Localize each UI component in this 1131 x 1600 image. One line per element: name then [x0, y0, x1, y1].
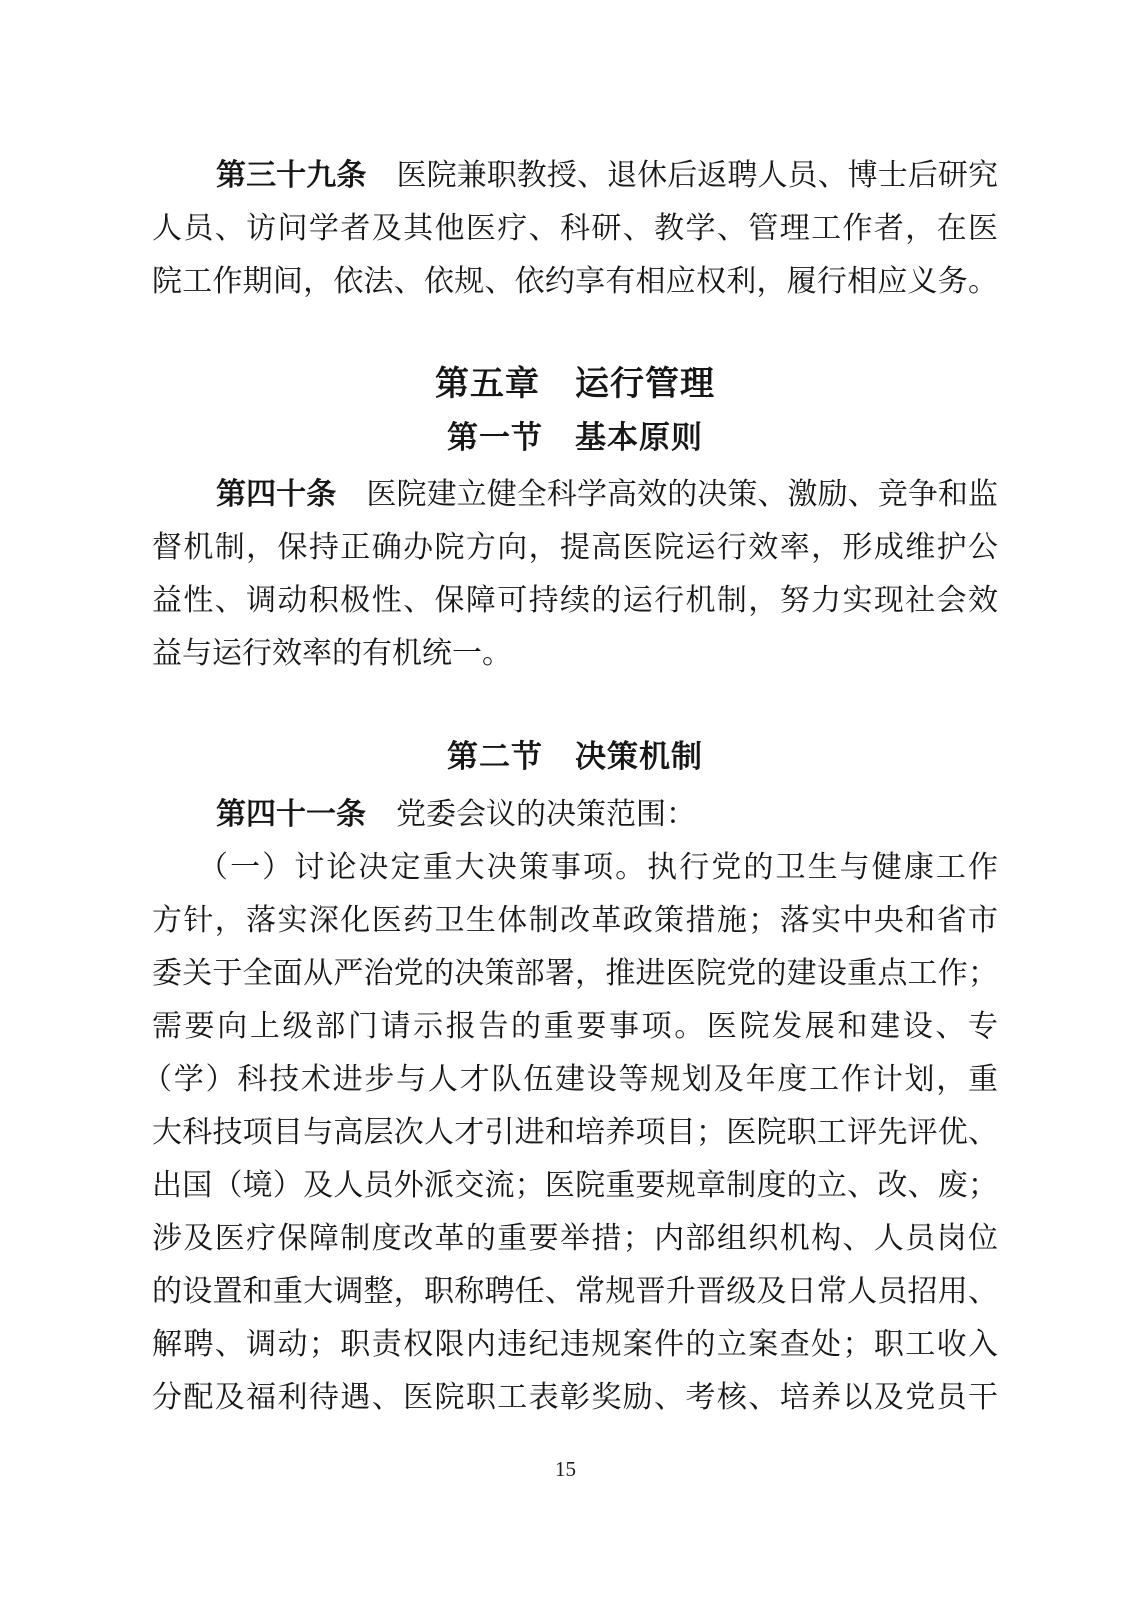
text-line	[152, 521, 998, 574]
section-heading: 第一节 基本原则	[447, 420, 703, 455]
text-segment: 医院兼职教授、退休后返聘人员、博士后研究	[366, 159, 998, 192]
paragraph	[152, 468, 998, 680]
text-segment: 的设置和重大调整，职称聘任、常规晋升晋级及日常人员招用、	[152, 1275, 998, 1308]
article-number-label: 第四十一条	[216, 798, 366, 831]
text-line	[152, 1106, 998, 1159]
text-line	[152, 1000, 998, 1053]
text-line	[152, 1371, 998, 1424]
article-number-label: 第三十九条	[216, 159, 367, 192]
text-segment: 方针，落实深化医药卫生体制改革政策措施；落实中央和省市	[152, 904, 998, 937]
text-line	[152, 1265, 998, 1318]
text-line	[152, 149, 998, 202]
text-line	[152, 574, 998, 627]
text-segment: 需要向上级部门请示报告的重要事项。医院发展和建设、专	[152, 1010, 998, 1043]
text-segment: 党委会议的决策范围：	[366, 798, 696, 831]
paragraph	[142, 841, 998, 1424]
text-segment: 分配及福利待遇、医院职工表彰奖励、考核、培养以及党员干	[152, 1381, 998, 1414]
page-number: 15	[555, 1457, 576, 1481]
text-segment: 解聘、调动；职责权限内违纪违规案件的立案查处；职工收入	[152, 1328, 998, 1361]
text-segment: 涉及医疗保障制度改革的重要举措；内部组织机构、人员岗位	[152, 1222, 998, 1255]
text-segment: 益性、调动积极性、保障可持续的运行机制，努力实现社会效	[152, 584, 998, 617]
paragraph	[152, 788, 998, 841]
text-line	[152, 841, 998, 894]
text-segment: 人员、访问学者及其他医疗、科研、教学、管理工作者，在医	[152, 212, 998, 245]
text-segment: （一）讨论决定重大决策事项。执行党的卫生与健康工作	[198, 851, 998, 884]
text-segment: （学）科技术进步与人才队伍建设等规划及年度工作计划，重	[142, 1063, 998, 1096]
text-line	[152, 947, 998, 1000]
text-segment: 出国（境）及人员外派交流；医院重要规章制度的立、改、废；	[152, 1169, 998, 1202]
text-line	[152, 894, 998, 947]
text-segment: 医院建立健全科学高效的决策、激励、竞争和监	[336, 478, 998, 511]
text-line	[152, 1159, 998, 1212]
text-line	[152, 202, 998, 255]
text-line	[152, 1318, 998, 1371]
text-line	[152, 468, 998, 521]
text-line	[142, 1053, 998, 1106]
text-line	[152, 1212, 998, 1265]
text-line	[152, 627, 998, 680]
text-segment: 督机制，保持正确办院方向，提高医院运行效率，形成维护公	[152, 531, 998, 564]
text-line	[152, 788, 998, 841]
paragraph	[152, 149, 998, 308]
text-line	[152, 255, 998, 308]
text-segment: 院工作期间，依法、依规、依约享有相应权利，履行相应义务。	[152, 265, 998, 298]
text-segment: 益与运行效率的有机统一。	[152, 637, 512, 670]
document-content	[142, 149, 998, 1424]
chapter-heading: 第五章 运行管理	[435, 365, 715, 403]
text-segment: 大科技项目与高层次人才引进和培养项目；医院职工评先评优、	[152, 1116, 998, 1149]
text-segment: 委关于全面从严治党的决策部署，推进医院党的建设重点工作；	[152, 957, 998, 990]
section-heading: 第二节 决策机制	[447, 739, 703, 774]
article-number-label: 第四十条	[216, 478, 337, 511]
